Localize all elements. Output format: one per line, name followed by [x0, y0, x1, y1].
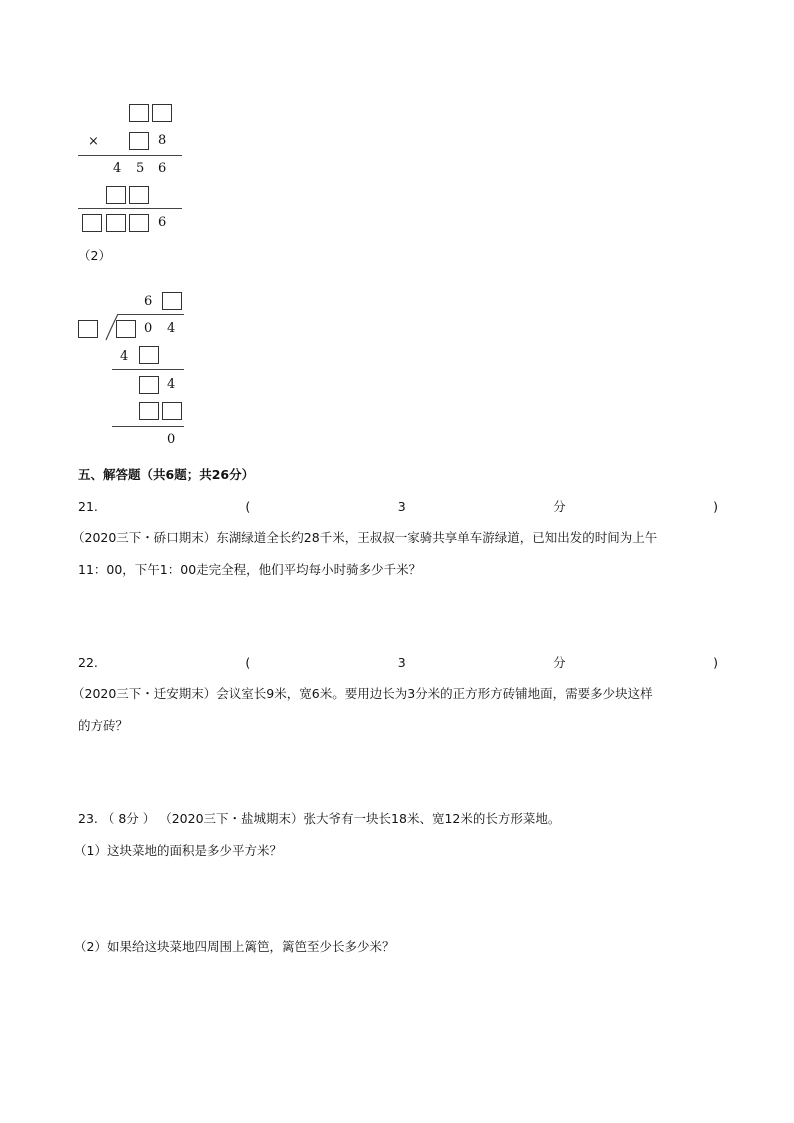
digit-blank-box[interactable]: [116, 320, 136, 338]
digit-blank-box[interactable]: [162, 292, 182, 310]
question-number: 22.: [78, 655, 98, 670]
digit: 6: [158, 215, 167, 230]
digit: 5: [136, 161, 145, 176]
digit-blank-box[interactable]: [106, 186, 126, 204]
digit: 8: [158, 133, 167, 148]
question-22-text-line1: （2020三下・迁安期末）会议室长9米，宽6米。要用边长为3分米的正方形方砖铺地面，需要多少块这样: [72, 686, 653, 701]
digit: 6: [158, 161, 167, 176]
division-bar: [118, 314, 184, 315]
digit-blank-box[interactable]: [162, 402, 182, 420]
question-23-header: 23. （ 8分 ） （2020三下・盐城期末）张大爷有一块长18米、宽12米的长方形菜地。: [78, 811, 561, 826]
multiply-sign: ×: [88, 134, 99, 149]
paren-open: (: [245, 499, 251, 514]
question-21-header: [78, 498, 718, 516]
question-22-text-line2: 的方砖？: [78, 718, 129, 733]
digit-blank-box[interactable]: [78, 320, 98, 338]
digit-blank-box[interactable]: [106, 214, 126, 232]
part-label: （2）: [78, 248, 111, 263]
paren-close: ): [713, 499, 718, 514]
digit-blank-box[interactable]: [129, 214, 149, 232]
question-score: 3: [397, 655, 406, 670]
question-22-header: [78, 654, 718, 672]
digit-blank-box[interactable]: [139, 402, 159, 420]
digit-blank-box[interactable]: [129, 132, 149, 150]
rule-line: [112, 369, 184, 370]
digit-blank-box[interactable]: [139, 346, 159, 364]
digit-blank-box[interactable]: [139, 376, 159, 394]
digit: 4: [113, 161, 122, 176]
digit: 4: [167, 321, 176, 336]
rule-line: [112, 426, 184, 427]
rule-line: [78, 208, 182, 209]
section-title: 五、解答题（共6题；共26分）: [78, 467, 255, 482]
score-unit: 分: [553, 655, 566, 670]
digit: 6: [144, 294, 153, 309]
score-unit: 分: [553, 499, 566, 514]
digit-blank-box[interactable]: [129, 104, 149, 122]
question-21-text-line1: （2020三下・硚口期末）东湖绿道全长约28千米，王叔叔一家骑共享单车游绿道，已知出发的时间为上午: [72, 530, 658, 545]
digit-blank-box[interactable]: [82, 214, 102, 232]
digit: 0: [167, 432, 176, 447]
question-23-sub1: （1）这块菜地的面积是多少平方米？: [74, 843, 282, 858]
paren-open: (: [245, 655, 251, 670]
rule-line: [78, 155, 182, 156]
digit: 4: [120, 349, 129, 364]
multiplication-puzzle: [78, 100, 188, 235]
digit-blank-box[interactable]: [152, 104, 172, 122]
digit: 4: [167, 377, 176, 392]
division-puzzle: [76, 288, 196, 448]
paren-close: ): [713, 655, 718, 670]
digit-blank-box[interactable]: [129, 186, 149, 204]
question-23-sub2: （2）如果给这块菜地四周围上篱笆，篱笆至少长多少米？: [74, 939, 395, 954]
question-score: 3: [397, 499, 406, 514]
digit: 0: [144, 321, 153, 336]
question-21-text-line2: 11：00，下午1：00走完全程，他们平均每小时骑多少千米？: [78, 562, 422, 577]
question-number: 21.: [78, 499, 98, 514]
